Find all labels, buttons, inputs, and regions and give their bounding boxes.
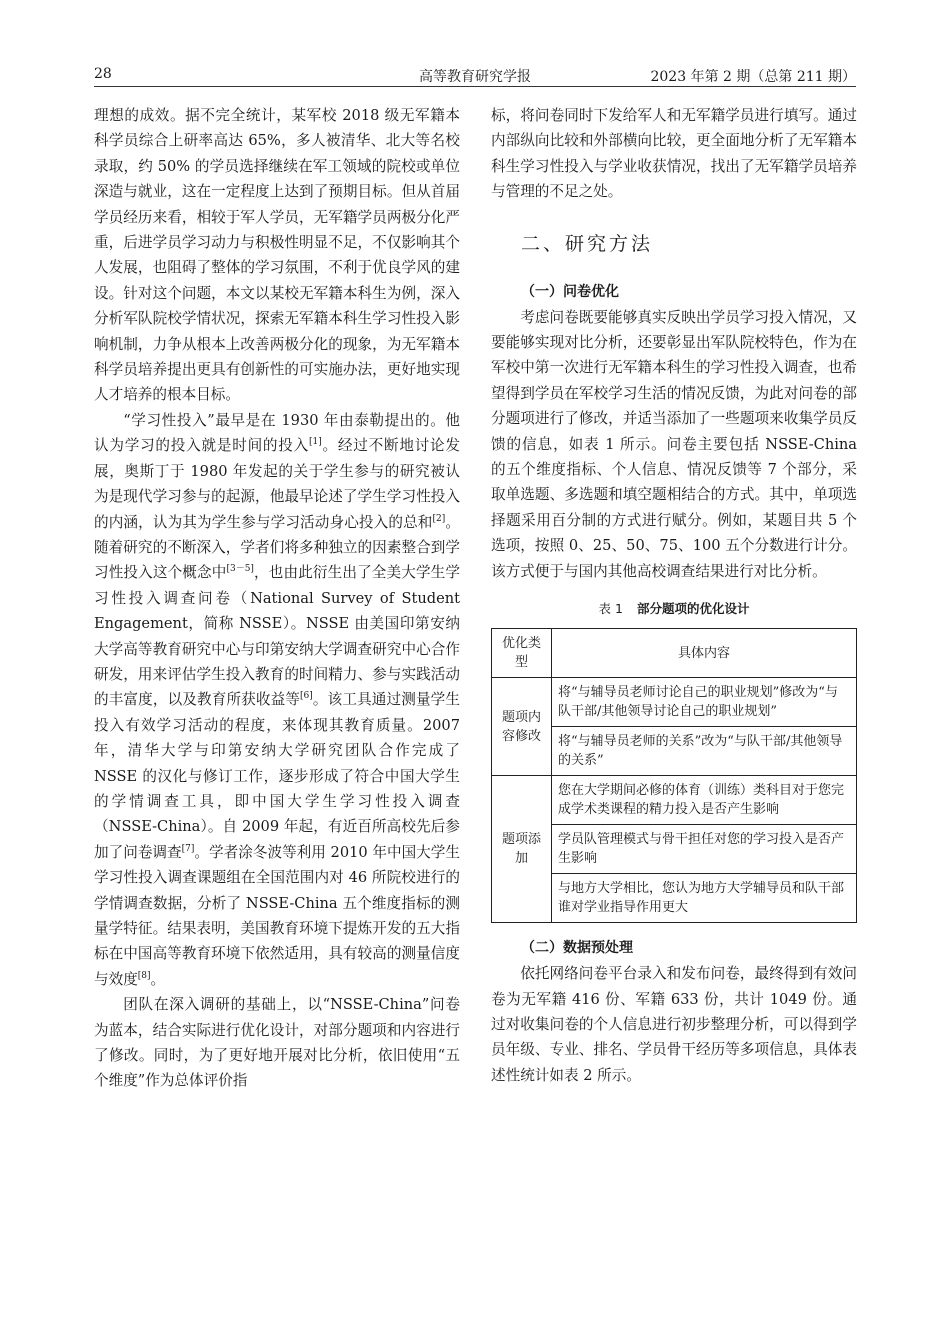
subsection-heading-preprocessing: （二）数据预处理 bbox=[521, 940, 633, 957]
optimization-table bbox=[491, 628, 857, 923]
table-cell: 将“与辅导员老师的关系”改为“与队干部/其他领导的关系” bbox=[552, 727, 857, 776]
text-run: 。经过不断地讨论发展，奥斯丁于 1980 年发起的关于学生参与的研究被认为是现代学习参与的起源，他最早论述了学生学习性投入的内涵，认为其为学生参与学习活动身心投入的总和 bbox=[94, 437, 460, 531]
text-run: 。该工具通过测量学生投入有效学习活动的程度，来体现其教育质量。2007 年，清华大学与印第安纳大学研究团队合作完成了 NSSE 的汉化与修订工作，逐步形成了符合中国大学生的学情调查工具，即中国大学生学习性投入调查（NSSE-China）。自 2009 年起，有近百所高校先后参加了问卷调查 bbox=[94, 691, 460, 861]
citation-3-5: [3－5] bbox=[226, 564, 254, 575]
table-cell: 与地方大学相比，您认为地方大学辅导员和队干部谁对学业指导作用更大 bbox=[552, 874, 857, 923]
table-header-content: 具体内容 bbox=[552, 629, 857, 678]
paragraph-data-preprocessing: 依托网络问卷平台录入和发布问卷，最终得到有效问卷为无军籍 416 份、军籍 633 份，共计 1049 份。通过对收集问卷的个人信息进行初步整理分析，可以得到学员年级、专业、排名、学员骨干经历等多项信息，具体表述性统计如表 2 所示。 bbox=[491, 965, 857, 1084]
subsection-heading-questionnaire: （一）问卷优化 bbox=[521, 283, 619, 300]
table-cell: 您在大学期间必修的体育（训练）类科目对于您完成学术类课程的精力投入是否产生影响 bbox=[552, 776, 857, 825]
text-run: 。学者涂冬波等利用 2010 年中国大学生学习性投入调查课题组在全国范围内对 46 所院校进行的学情调查数据，分析了 NSSE-China 五个维度指标的测量学特征。结果表明，美国教育环境下提炼开发的五大指标在中国高等教育环境下依然适用，具有较高的测量信度与效度 bbox=[94, 843, 460, 988]
table-group-label: 题项添加 bbox=[492, 776, 552, 923]
citation-7: [7] bbox=[181, 843, 195, 854]
citation-6: [6] bbox=[300, 691, 313, 702]
citation-8: [8] bbox=[137, 970, 151, 981]
table-row bbox=[492, 776, 857, 825]
paragraph-continuation: 理想的成效。据不完全统计，某军校 2018 级无军籍本科学员综合上研率高达 65%，多人被清华、北大等名校录取，约 50% 的学员选择继续在军工领域的院校或单位深造与就业，这在一定程度上达到了预期目标。但从首届学员经历来看，相较于军人学员，无军籍学员两极分化严重，后进学员学习动力与积极性明显不足，不仅影响其个人发展，也阻碍了整体的学习氛围，不利于优良学风的建设。针对这个问题，本文以某校无军籍本科生为例，深入分析军队院校学情状况，探索无军籍本科生学习性投入影响机制，力争从根本上改善两极分化的现象，为无军籍本科学员培养提出更具有创新性的可实施办法，更好地实现人才培养的根本目标。 bbox=[94, 107, 460, 404]
paragraph-continuation-right: 标，将问卷同时下发给军人和无军籍学员进行填写。通过内部纵向比较和外部横向比较，更全面地分析了无军籍本科生学习性投入与学业收获情况，找出了无军籍学员培养与管理的不足之处。 bbox=[491, 107, 857, 201]
text-run: “学习性投入”最早是在 1930 年由泰勒提出的。他认为学习的投入就是时间的投入 bbox=[94, 411, 460, 455]
citation-1: [1] bbox=[309, 437, 322, 448]
table-caption bbox=[491, 598, 857, 620]
right-column bbox=[491, 103, 857, 1088]
citation-2: [2] bbox=[432, 513, 446, 524]
table-number: 表 1 bbox=[598, 601, 623, 617]
running-header bbox=[94, 64, 856, 87]
text-run: 。随着研究的不断深入，学者们将多种独立的因素整合到学习性投入这个概念中 bbox=[94, 513, 460, 582]
table-cell: 将“与辅导员老师讨论自己的职业规划”修改为“与队干部/其他领导讨论自己的职业规划” bbox=[552, 678, 857, 727]
paragraph-questionnaire-optimization: 考虑问卷既要能够真实反映出学员学习投入情况，又要能够实现对比分析，还要彰显出军队院校特色，作为在军校中第一次进行无军籍本科生的学习性投入调查，也希望得到学员在军校学习生活的情况反馈，为此对问卷的部分题项进行了修改，并适当添加了一些题项来收集学员反馈的信息，如表 1 所示。问卷主要包括 NSSE-China 的五个维度指标、个人信息、情况反馈等 7 个部分，采取单选题、多选题和填空题相结合的方式。其中，单项选择题采用百分制的方式进行赋分。例如，某题目共 5 个选项，按照 0、25、50、75、100 五个分数进行计分。该方式便于与国内其他高校调查结果进行对比分析。 bbox=[491, 308, 857, 580]
table-title: 部分题项的优化设计 bbox=[636, 601, 750, 617]
paragraph-team-design: 团队在深入调研的基础上，以“NSSE-China”问卷为蓝本，结合实际进行优化设计，对部分题项和内容进行了修改。同时，为了更好地开展对比分析，依旧使用“五个维度”作为总体评价指 bbox=[94, 996, 460, 1090]
paragraph-student-engagement-history bbox=[94, 408, 460, 992]
text-run: ，也由此衍生出了全美大学生学习性投入调查问卷（National Survey of Student Engagement，简称 NSSE）。NSSE 由美国印第安纳大学高等教育研究中心与印第安纳大学调查研究中心合作研发，用来评估学生投入教育的时间精力、参与实践活动的丰富度，以及教育所获收益等 bbox=[94, 564, 460, 709]
table-row bbox=[492, 678, 857, 727]
issue-info: 2023 年第 2 期（总第 211 期） bbox=[650, 69, 856, 85]
table-header-row bbox=[492, 629, 857, 678]
text-run: 。 bbox=[150, 970, 166, 988]
journal-name: 高等教育研究学报 bbox=[419, 69, 531, 85]
left-column bbox=[94, 103, 460, 1094]
page-number: 28 bbox=[94, 66, 112, 82]
table-cell: 学员队管理模式与骨干担任对您的学习投入是否产生影响 bbox=[552, 825, 857, 874]
table-header-type: 优化类型 bbox=[492, 629, 552, 678]
section-heading: 二、研究方法 bbox=[521, 232, 654, 255]
table-group-label: 题项内容修改 bbox=[492, 678, 552, 776]
